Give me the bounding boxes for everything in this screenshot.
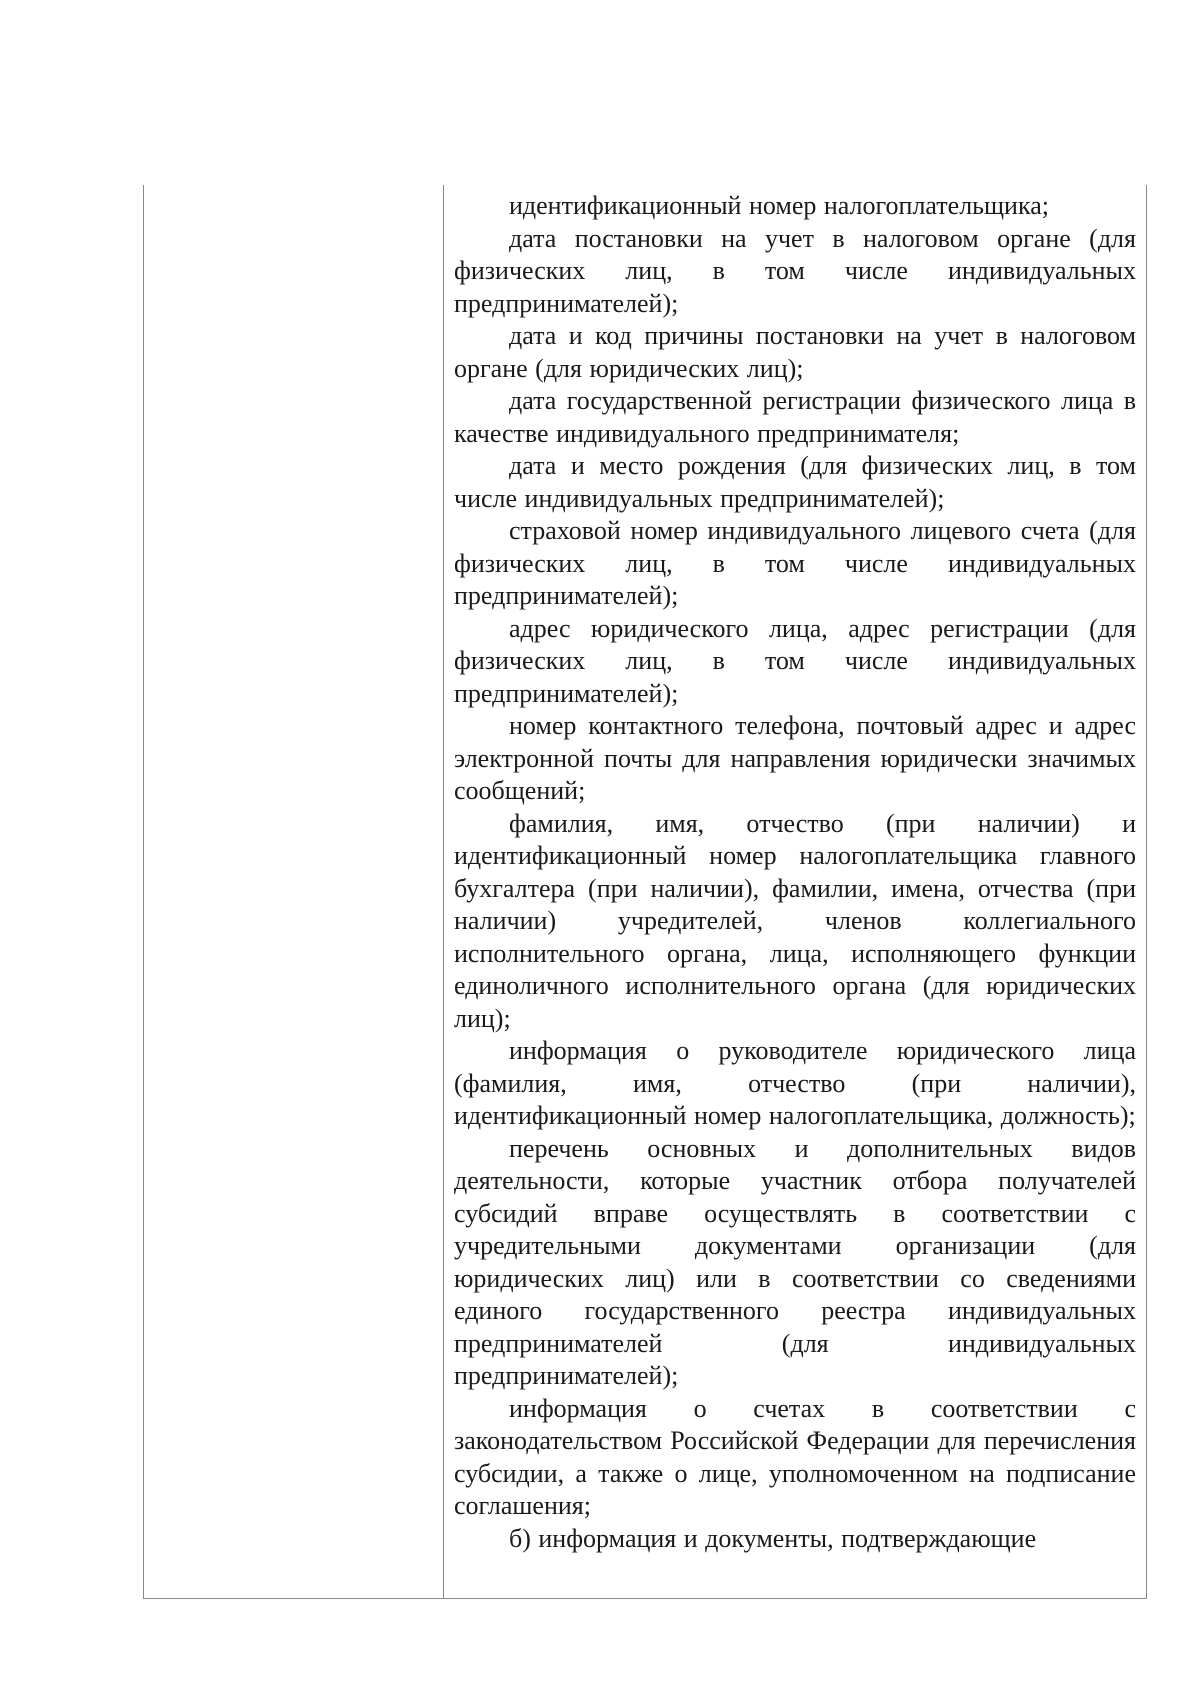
paragraph-inn: идентификационный номер налогоплательщика; (509, 191, 1049, 220)
paragraph-item-b: б) информация и документы, подтверждающие (509, 1523, 1037, 1553)
document-table (143, 185, 1147, 1599)
table-right-column (444, 185, 1146, 1598)
paragraph-director: информация о руководителе юридического лица (фамилия, имя, отчество (при наличии), идентификационный номер налогоплательщика, должность); (454, 1036, 1136, 1130)
paragraph-snils: страховой номер индивидуального лицевого счета (для физических лиц, в том числе индивидуальных предпринимателей); (454, 516, 1136, 610)
table-left-column (144, 185, 444, 1598)
paragraph-address: адрес юридического лица, адрес регистрации (для физических лиц, в том числе индивидуальных предпринимателей); (454, 613, 1136, 708)
paragraph-ip-registration: дата государственной регистрации физического лица в качестве индивидуального предпринимателя; (454, 386, 1136, 448)
paragraph-accounts: информация о счетах в соответствии с законодательством Российской Федерации для перечисления субсидии, а также о лице, уполномоченном на подписание соглашения; (454, 1393, 1136, 1520)
paragraph-registration-date: дата постановки на учет в налоговом органе (для физических лиц, в том числе индивидуальных предпринимателей); (454, 223, 1136, 318)
paragraph-activities: перечень основных и дополнительных видов деятельности, которые участник отбора получателей субсидий вправе осуществлять в соответствии с учредительными документами организации (для юридических лиц) или в соответствии со сведениями единого государственного реестра индивидуальных предпринимателей (для индивидуальных предпринимателей); (454, 1133, 1136, 1390)
paragraph-birth: дата и место рождения (для физических лиц, в том числе индивидуальных предпринимателей); (454, 451, 1136, 513)
paragraph-kpp: дата и код причины постановки на учет в налоговом органе (для юридических лиц); (454, 321, 1136, 383)
paragraph-accountant-founders: фамилия, имя, отчество (при наличии) и идентификационный номер налогоплательщика главного бухгалтера (при наличии), фамилии, имена, отчества (при наличии) учредителей, членов коллегиального исполнительного органа, лица, исполняющего функции единоличного исполнительного органа (для юридических лиц); (454, 808, 1136, 1033)
paragraph-contacts: номер контактного телефона, почтовый адрес и адрес электронной почты для направления юридически значимых сообщений; (454, 711, 1136, 805)
